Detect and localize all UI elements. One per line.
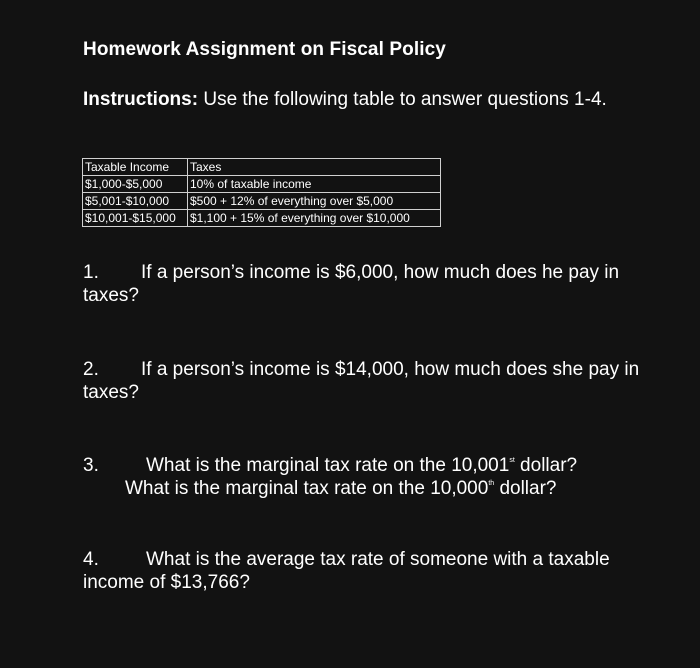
question-3 — [83, 454, 683, 500]
question-number: 3. — [83, 455, 99, 476]
question-text: dollar? — [494, 478, 557, 499]
question-text: dollar? — [514, 455, 578, 476]
ordinal-suffix: st — [509, 457, 515, 464]
question-3-line-2 — [83, 477, 683, 500]
instructions-text: Use the following table to answer questions 1-4. — [198, 89, 607, 110]
question-number: 1. — [83, 262, 99, 283]
table-cell-taxes: $1,100 + 15% of everything over $10,000 — [188, 210, 441, 227]
table-header-taxable-income: Taxable Income — [83, 159, 188, 176]
table-header-row — [83, 159, 441, 176]
table-row — [83, 193, 441, 210]
table-cell-taxes: 10% of taxable income — [188, 176, 441, 193]
table-cell-income: $10,001-$15,000 — [83, 210, 188, 227]
question-text: If a person’s income is $6,000, how much does he pay in taxes? — [83, 262, 620, 306]
question-number: 2. — [83, 359, 99, 380]
question-text: If a person’s income is $14,000, how much does she pay in taxes? — [83, 359, 640, 403]
table-cell-income: $1,000-$5,000 — [83, 176, 188, 193]
tax-table — [82, 158, 441, 227]
table-cell-taxes: $500 + 12% of everything over $5,000 — [188, 193, 441, 210]
table-cell-income: $5,001-$10,000 — [83, 193, 188, 210]
question-text: What is the marginal tax rate on the 10,000 — [125, 478, 489, 499]
question-text: What is the marginal tax rate on the 10,001 — [146, 455, 510, 476]
instructions — [83, 88, 643, 111]
question-3-line-1 — [83, 454, 683, 477]
question-2 — [83, 358, 643, 404]
question-1 — [83, 261, 643, 307]
table-header-taxes: Taxes — [188, 159, 441, 176]
question-number: 4. — [83, 549, 99, 570]
document-title: Homework Assignment on Fiscal Policy — [83, 39, 446, 60]
instructions-label: Instructions: — [83, 89, 199, 110]
table-row — [83, 176, 441, 193]
question-text: What is the average tax rate of someone with a taxable income of $13,766? — [83, 549, 610, 593]
table-row — [83, 210, 441, 227]
question-4 — [83, 548, 643, 594]
ordinal-suffix: th — [488, 480, 495, 487]
